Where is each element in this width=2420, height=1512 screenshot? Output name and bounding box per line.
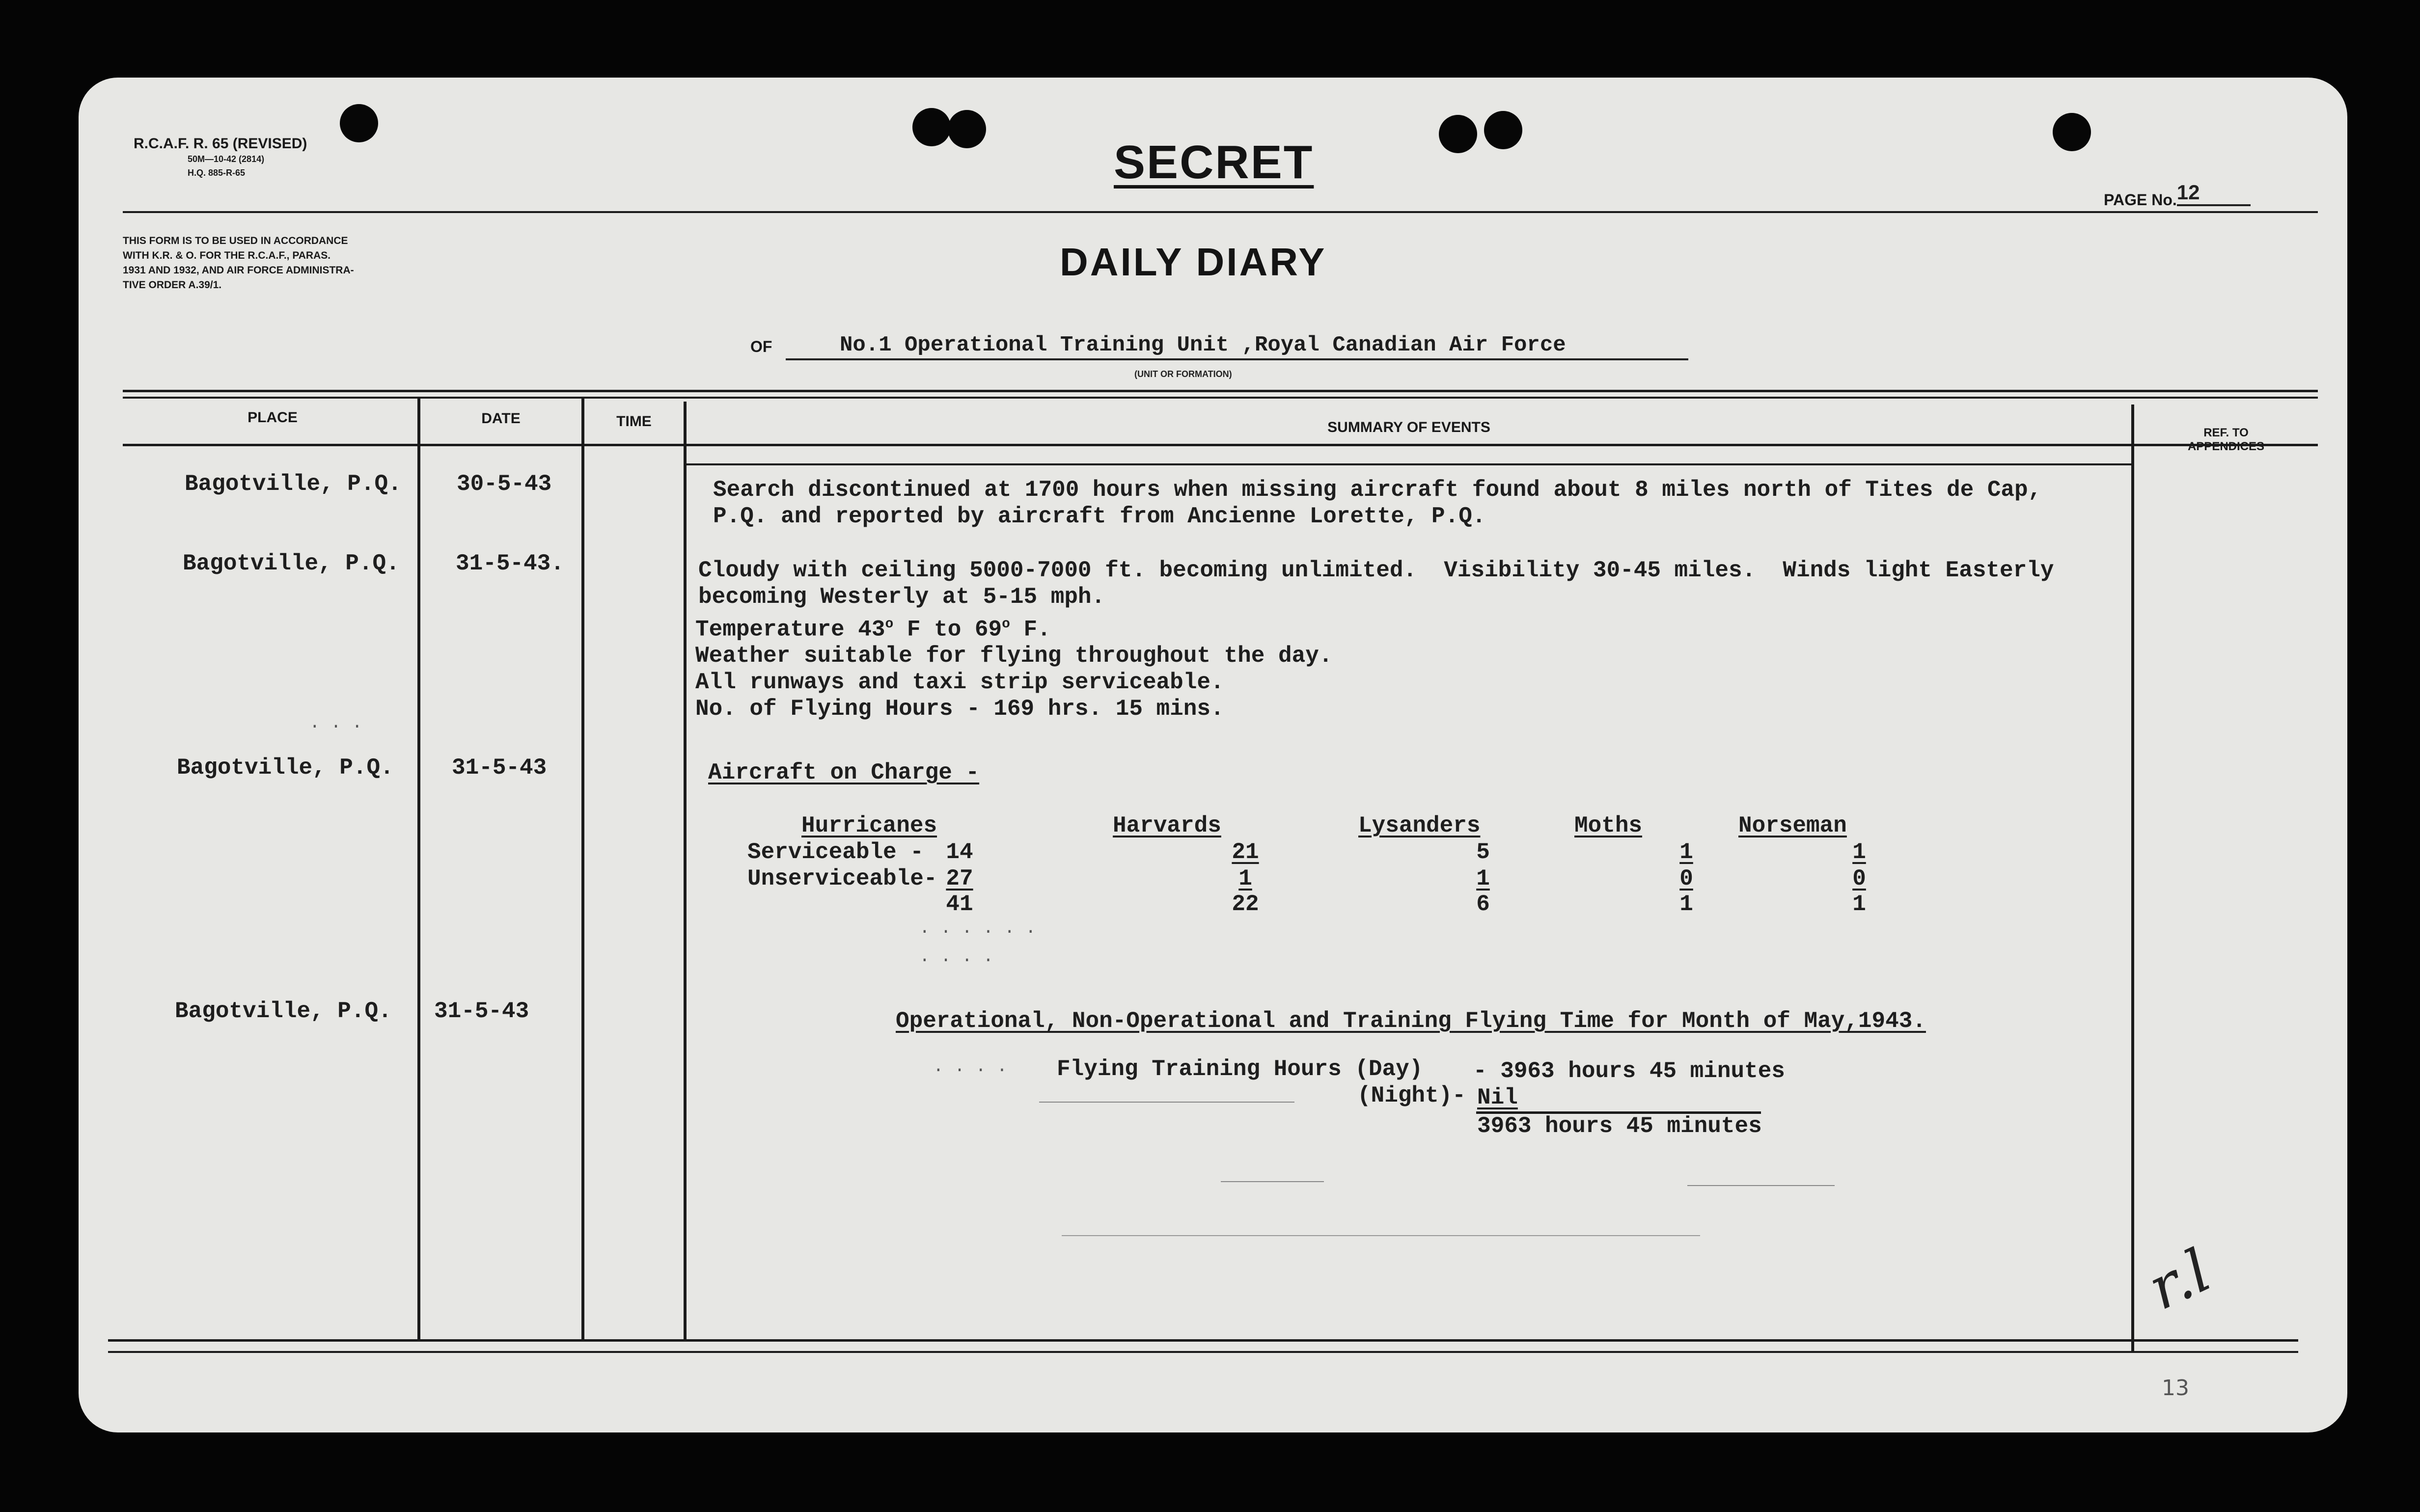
flying-day-label: Flying Training Hours (Day) — [1057, 1056, 1423, 1082]
page-number-label — [2104, 181, 2251, 212]
entry-text: Cloudy with ceiling 5000-7000 ft. becoming unlimited. Visibility 30-45 miles. Winds light Easterly — [698, 558, 2054, 583]
aircraft-type: Moths — [1574, 813, 1643, 838]
serviceable-count: 5 — [1476, 839, 1490, 865]
column-divider — [581, 397, 584, 1339]
unserviceable-count: 27 — [946, 866, 973, 891]
total-count: 6 — [1476, 891, 1490, 917]
regulation-note — [123, 234, 525, 293]
table-header-rule — [123, 444, 2318, 446]
entry-date: 31-5-43. — [456, 551, 564, 576]
ref-header-line: APPENDICES — [2187, 440, 2265, 453]
degree-mark: o — [885, 617, 894, 632]
entry-date: 30-5-43 — [457, 471, 552, 497]
diary-card — [79, 78, 2347, 1432]
flying-night-label: (Night)- — [1357, 1083, 1466, 1108]
table-bottom-rule — [108, 1339, 2298, 1342]
entry-text: Search discontinued at 1700 hours when missing aircraft found about 8 miles north of Tites de Cap, — [713, 477, 2042, 503]
flying-day-value: - 3963 hours 45 minutes — [1473, 1058, 1785, 1084]
corner-number: 13 — [2162, 1376, 2189, 1401]
column-divider — [417, 397, 420, 1339]
punch-hole — [948, 110, 986, 148]
header-rule — [123, 211, 2318, 213]
unserviceable-label: Unserviceable- — [747, 866, 937, 891]
entry-place: Bagotville, P.Q. — [185, 471, 402, 497]
page-label: PAGE No. — [2104, 191, 2177, 209]
entry-date: 31-5-43 — [434, 999, 529, 1024]
form-code-main: R.C.A.F. R. 65 (REVISED) — [134, 135, 307, 152]
serviceable-label: Serviceable - — [747, 839, 924, 865]
total-count: 41 — [946, 891, 973, 917]
temperature-end: F. — [1010, 617, 1051, 643]
form-code — [134, 135, 307, 180]
initials-signature: r.l — [2138, 1237, 2221, 1323]
unit-caption: (UNIT OR FORMATION) — [1134, 369, 1232, 379]
column-header-place: PLACE — [248, 409, 298, 426]
temperature-mid: F to 69 — [893, 617, 1002, 643]
table-top-rule — [123, 390, 2318, 392]
dots-decoration: . . . . — [919, 946, 994, 967]
table-bottom-rule-2 — [108, 1351, 2298, 1353]
classification-stamp: SECRET — [1114, 136, 1314, 189]
entry-text: Weather suitable for flying throughout the day. — [695, 643, 1333, 669]
unserviceable-count: 0 — [1679, 866, 1693, 891]
dots-decoration: . . . . . . — [919, 918, 1036, 938]
total-count: 1 — [1852, 891, 1866, 917]
unserviceable-count: 0 — [1852, 866, 1866, 891]
regulation-line: THIS FORM IS TO BE USED IN ACCORDANCE — [123, 235, 348, 246]
aircraft-type: Hurricanes — [801, 813, 937, 838]
total-count: 1 — [1679, 891, 1693, 917]
summary-subrule — [684, 463, 2132, 465]
serviceable-count: 21 — [1232, 839, 1259, 865]
entry-text: P.Q. and reported by aircraft from Ancienne Lorette, P.Q. — [713, 504, 1486, 529]
ref-header-line: REF. TO — [2203, 426, 2249, 439]
unserviceable-count: 1 — [1238, 866, 1252, 891]
flying-time-heading: Operational, Non-Operational and Training Flying Time for Month of May,1943. — [896, 1008, 1926, 1034]
total-count: 22 — [1232, 891, 1259, 917]
column-header-date: DATE — [481, 410, 521, 427]
aircraft-type: Lysanders — [1358, 813, 1481, 838]
faint-rule — [1687, 1185, 1835, 1186]
column-divider — [684, 402, 687, 1339]
column-divider — [2131, 405, 2134, 1352]
entry-date: 31-5-43 — [452, 755, 547, 781]
dots-decoration: . . . — [309, 713, 363, 733]
regulation-line: WITH K.R. & O. FOR THE R.C.A.F., PARAS. — [123, 250, 331, 261]
entry-text-temperature — [695, 611, 1051, 643]
unit-name: No.1 Operational Training Unit ,Royal Canadian Air Force — [840, 333, 1566, 357]
degree-mark: o — [1002, 617, 1010, 632]
table-top-rule-2 — [123, 397, 2318, 399]
entry-text: All runways and taxi strip serviceable. — [695, 670, 1224, 695]
punch-hole — [912, 108, 951, 146]
aircraft-heading: Aircraft on Charge - — [708, 760, 980, 785]
regulation-line: TIVE ORDER A.39/1. — [123, 279, 222, 291]
entry-place: Bagotville, P.Q. — [183, 551, 400, 576]
form-code-sub: 50M—10-42 (2814) — [188, 154, 265, 164]
of-label: OF — [750, 338, 772, 355]
serviceable-count: 1 — [1852, 839, 1866, 865]
flying-night-value: Nil — [1477, 1085, 1518, 1110]
punch-hole — [1439, 115, 1477, 153]
punch-hole — [1484, 111, 1522, 149]
faint-rule — [1062, 1235, 1700, 1236]
form-code-sub: H.Q. 885-R-65 — [188, 168, 246, 178]
serviceable-count: 14 — [946, 839, 973, 865]
unit-line — [786, 333, 1688, 360]
regulation-line: 1931 AND 1932, AND AIR FORCE ADMINISTRA- — [123, 265, 354, 276]
flying-total: 3963 hours 45 minutes — [1477, 1113, 1762, 1139]
entry-text: No. of Flying Hours - 169 hrs. 15 mins. — [695, 696, 1224, 722]
serviceable-count: 1 — [1679, 839, 1693, 865]
aircraft-type: Harvards — [1113, 813, 1221, 838]
faint-rule — [1221, 1181, 1324, 1182]
column-header-time: TIME — [616, 413, 652, 430]
punch-hole — [340, 104, 378, 142]
punch-hole — [2053, 113, 2091, 151]
unserviceable-count: 1 — [1476, 866, 1490, 891]
dots-decoration: . . . . — [933, 1056, 1008, 1077]
page-number: 12 — [2177, 181, 2251, 206]
page-title: DAILY DIARY — [1060, 240, 1327, 284]
temperature-start: Temperature 43 — [695, 617, 885, 643]
entry-text: becoming Westerly at 5-15 mph. — [698, 584, 1105, 610]
entry-place: Bagotville, P.Q. — [177, 755, 394, 781]
column-header-summary: SUMMARY OF EVENTS — [1327, 419, 1490, 435]
column-header-ref — [2134, 426, 2318, 454]
entry-place: Bagotville, P.Q. — [175, 999, 392, 1024]
faint-rule — [1039, 1102, 1294, 1103]
aircraft-type: Norseman — [1738, 813, 1847, 838]
